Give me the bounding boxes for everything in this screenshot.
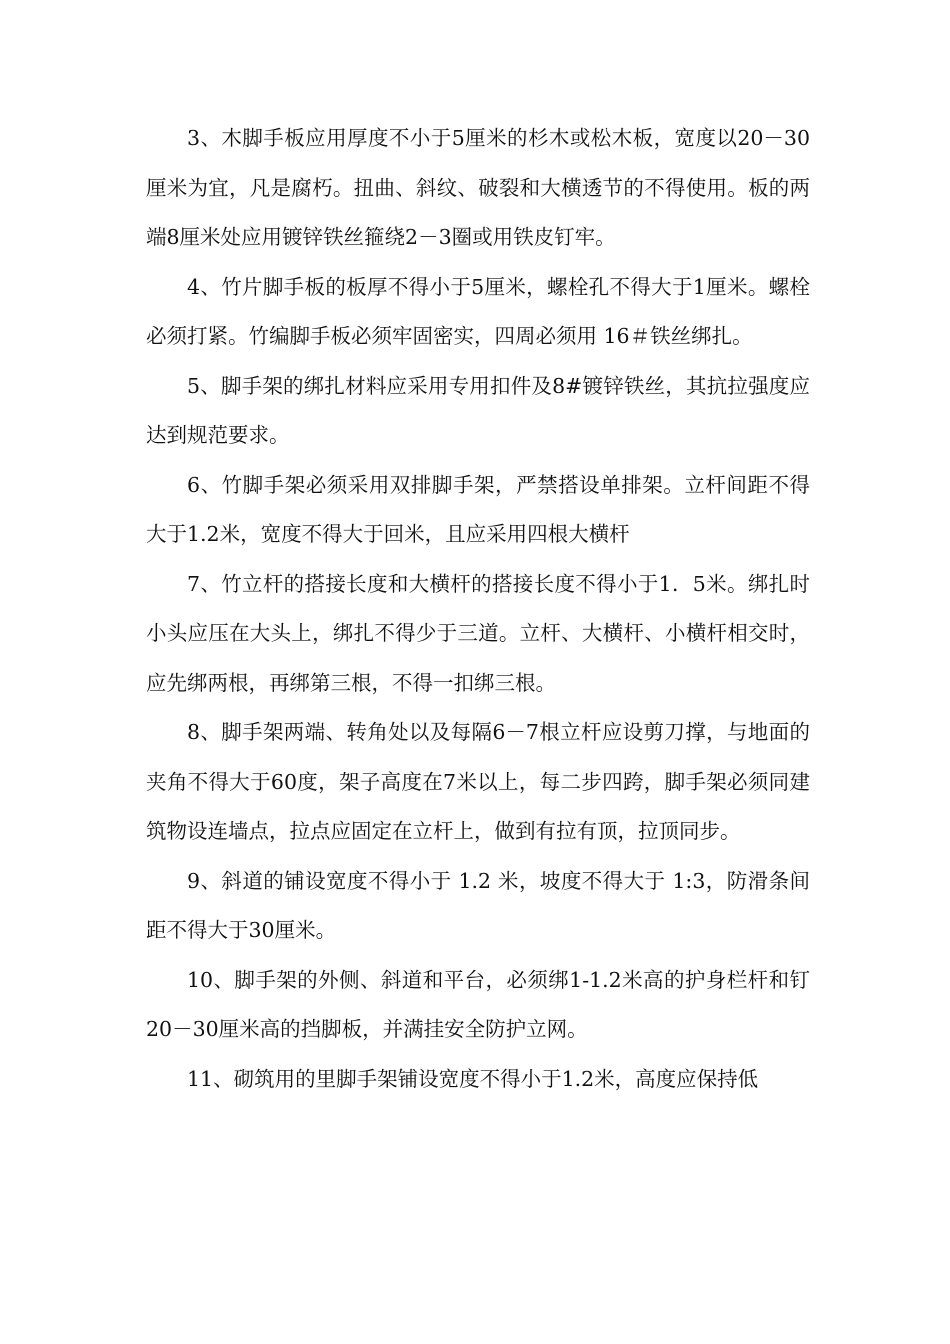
- paragraph-4: 4、竹片脚手板的板厚不得小于5厘米，螺栓孔不得大于1厘米。螺栓必须打紧。竹编脚手板必须牢固密实，四周必须用 16＃铁丝绑扎。: [146, 274, 810, 348]
- paragraph-9: 9、斜道的铺设宽度不得小于 1.2 米，坡度不得大于 1:3，防滑条间距不得大于30厘米。: [146, 868, 810, 942]
- paragraph-11: 11、砌筑用的里脚手架铺设宽度不得小于1.2米，高度应保持低: [187, 1066, 759, 1091]
- document-body: [146, 114, 810, 1104]
- paragraph-3: 3、木脚手板应用厚度不小于5厘米的杉木或松木板，宽度以20－30 厘米为宜，凡是腐朽。扭曲、斜纹、破裂和大横透节的不得使用。板的两端8厘米处应用镀锌铁丝箍绕2－3圈或用铁皮钉牢。: [146, 126, 810, 249]
- paragraph-6: 6、竹脚手架必须采用双排脚手架，严禁搭设单排架。立杆间距不得大于1.2米，宽度不得大于回米，且应采用四根大横杆: [146, 472, 810, 546]
- paragraph-7: 7、竹立杆的搭接长度和大横杆的搭接长度不得小于1．5米。绑扎时小头应压在大头上，绑扎不得少于三道。立杆、大横杆、小横杆相交时，应先绑两根，再绑第三根，不得一扣绑三根。: [146, 571, 810, 695]
- paragraph-5: 5、脚手架的绑扎材料应采用专用扣件及8#镀锌铁丝，其抗拉强度应达到规范要求。: [146, 373, 810, 447]
- paragraph-10: 10、脚手架的外侧、斜道和平台，必须绑1-1.2米高的护身栏杆和钉20－30厘米高的挡脚板，并满挂安全防护立网。: [146, 967, 810, 1041]
- paragraph-8: 8、脚手架两端、转角处以及每隔6－7根立杆应设剪刀撑，与地面的夹角不得大于60度，架子高度在7米以上，每二步四跨，脚手架必须同建筑物设连墙点，拉点应固定在立杆上，做到有拉有顶，拉顶同步。: [146, 720, 810, 843]
